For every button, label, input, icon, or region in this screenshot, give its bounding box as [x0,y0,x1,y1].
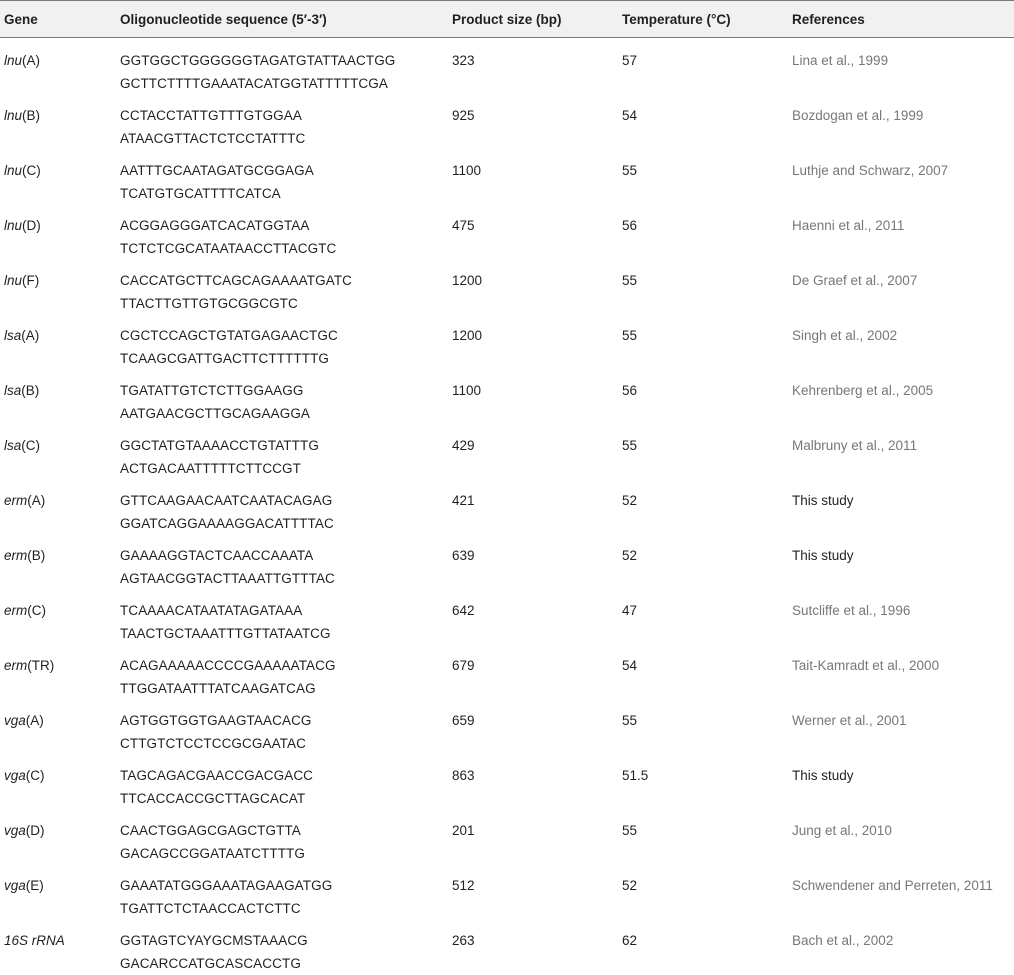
gene-cell [0,95,116,150]
gene-name: erm [4,493,27,508]
temperature-cell: 57 [618,38,788,96]
gene-variant: (A) [21,328,39,343]
gene-variant: (F) [22,273,39,288]
sequence-cell [116,205,448,260]
reference-cell: This study [788,480,1014,535]
reverse-primer: TTACTTGTTGTGCGGCGTC [120,292,448,315]
sequence-cell [116,535,448,590]
header-gene: Gene [0,1,116,38]
temperature-cell: 52 [618,865,788,920]
reference-cell: Kehrenberg et al., 2005 [788,370,1014,425]
table-row [0,865,1014,920]
gene-variant: (C) [22,163,41,178]
product-size-cell: 475 [448,205,618,260]
sequence-cell [116,95,448,150]
gene-cell [0,38,116,96]
sequence-cell [116,920,448,975]
table-row [0,150,1014,205]
gene-name: erm [4,603,27,618]
gene-variant: (C) [21,438,40,453]
reverse-primer: TTGGATAATTTATCAAGATCAG [120,677,448,700]
product-size-cell: 323 [448,38,618,96]
gene-name: lsa [4,328,21,343]
gene-variant: (D) [26,823,45,838]
table-row [0,480,1014,535]
product-size-cell: 201 [448,810,618,865]
forward-primer: AATTTGCAATAGATGCGGAGA [120,159,448,182]
gene-name: erm [4,658,27,673]
gene-variant: (C) [26,768,45,783]
sequence-cell [116,755,448,810]
forward-primer: TGATATTGTCTCTTGGAAGG [120,379,448,402]
forward-primer: GGTAGTCYAYGCMSTAAACG [120,929,448,952]
gene-name: 16S rRNA [4,933,65,948]
forward-primer: GAAAAGGTACTCAACCAAATA [120,544,448,567]
product-size-cell: 421 [448,480,618,535]
reference-cell: This study [788,755,1014,810]
header-product-size: Product size (bp) [448,1,618,38]
sequence-cell [116,370,448,425]
product-size-cell: 659 [448,700,618,755]
gene-cell [0,425,116,480]
temperature-cell: 55 [618,700,788,755]
temperature-cell: 55 [618,315,788,370]
reverse-primer: TCTCTCGCATAATAACCTTACGTC [120,237,448,260]
product-size-cell: 679 [448,645,618,700]
sequence-cell [116,425,448,480]
table-row [0,95,1014,150]
reference-cell: Sutcliffe et al., 1996 [788,590,1014,645]
forward-primer: AGTGGTGGTGAAGTAACACG [120,709,448,732]
table-row [0,315,1014,370]
sequence-cell [116,38,448,96]
sequence-cell [116,150,448,205]
temperature-cell: 55 [618,810,788,865]
product-size-cell: 863 [448,755,618,810]
sequence-cell [116,700,448,755]
reference-cell: Bozdogan et al., 1999 [788,95,1014,150]
reference-cell: Schwendener and Perreten, 2011 [788,865,1014,920]
forward-primer: TAGCAGACGAACCGACGACC [120,764,448,787]
gene-cell [0,645,116,700]
forward-primer: GGTGGCTGGGGGGTAGATGTATTAACTGG [120,49,448,72]
product-size-cell: 512 [448,865,618,920]
table-row [0,260,1014,315]
sequence-cell [116,645,448,700]
forward-primer: CCTACCTATTGTTTGTGGAA [120,104,448,127]
gene-cell [0,590,116,645]
table-row [0,920,1014,975]
forward-primer: GAAATATGGGAAATAGAAGATGG [120,874,448,897]
gene-variant: (A) [27,493,45,508]
product-size-cell: 1100 [448,150,618,205]
forward-primer: CGCTCCAGCTGTATGAGAACTGC [120,324,448,347]
reference-cell: This study [788,535,1014,590]
table-row [0,700,1014,755]
gene-cell [0,700,116,755]
reverse-primer: TCATGTGCATTTTCATCA [120,182,448,205]
temperature-cell: 52 [618,480,788,535]
table-row [0,425,1014,480]
reverse-primer: TCAAGCGATTGACTTCTTTTTTG [120,347,448,370]
temperature-cell: 55 [618,425,788,480]
temperature-cell: 54 [618,645,788,700]
gene-variant: (B) [21,383,39,398]
sequence-cell [116,810,448,865]
table-header [0,1,1014,38]
product-size-cell: 639 [448,535,618,590]
table-row [0,755,1014,810]
temperature-cell: 56 [618,370,788,425]
reverse-primer: GGATCAGGAAAAGGACATTTTAC [120,512,448,535]
gene-cell [0,755,116,810]
temperature-cell: 56 [618,205,788,260]
forward-primer: ACAGAAAAACCCCGAAAAATACG [120,654,448,677]
header-row [0,1,1014,38]
reverse-primer: GACARCCATGCASCACCTG [120,952,448,975]
gene-cell [0,480,116,535]
forward-primer: GTTCAAGAACAATCAATACAGAG [120,489,448,512]
gene-name: lnu [4,108,22,123]
product-size-cell: 925 [448,95,618,150]
gene-name: vga [4,878,26,893]
temperature-cell: 62 [618,920,788,975]
gene-name: erm [4,548,27,563]
reference-cell: Lina et al., 1999 [788,38,1014,96]
gene-name: vga [4,823,26,838]
gene-cell [0,535,116,590]
gene-variant: (A) [22,53,40,68]
gene-name: lnu [4,163,22,178]
sequence-cell [116,480,448,535]
reverse-primer: ATAACGTTACTCTCCTATTTC [120,127,448,150]
product-size-cell: 429 [448,425,618,480]
temperature-cell: 52 [618,535,788,590]
table-row [0,38,1014,96]
header-sequence: Oligonucleotide sequence (5′-3′) [116,1,448,38]
gene-variant: (B) [22,108,40,123]
table-row [0,205,1014,260]
forward-primer: CACCATGCTTCAGCAGAAAATGATC [120,269,448,292]
forward-primer: CAACTGGAGCGAGCTGTTA [120,819,448,842]
table-row [0,810,1014,865]
reference-cell: Singh et al., 2002 [788,315,1014,370]
table-body [0,38,1014,975]
gene-cell [0,865,116,920]
gene-cell [0,370,116,425]
product-size-cell: 1100 [448,370,618,425]
table-row [0,370,1014,425]
gene-name: lsa [4,438,21,453]
temperature-cell: 55 [618,150,788,205]
table-row [0,645,1014,700]
reference-cell: Werner et al., 2001 [788,700,1014,755]
forward-primer: ACGGAGGGATCACATGGTAA [120,214,448,237]
forward-primer: GGCTATGTAAAACCTGTATTTG [120,434,448,457]
temperature-cell: 55 [618,260,788,315]
reverse-primer: TAACTGCTAAATTTGTTATAATCG [120,622,448,645]
reference-cell: Bach et al., 2002 [788,920,1014,975]
sequence-cell [116,865,448,920]
gene-name: lnu [4,273,22,288]
gene-name: vga [4,768,26,783]
sequence-cell [116,315,448,370]
sequence-cell [116,590,448,645]
reverse-primer: TTCACCACCGCTTAGCACAT [120,787,448,810]
gene-cell [0,260,116,315]
header-references: References [788,1,1014,38]
temperature-cell: 51.5 [618,755,788,810]
temperature-cell: 47 [618,590,788,645]
gene-variant: (A) [26,713,44,728]
gene-name: lnu [4,53,22,68]
reverse-primer: GCTTCTTTTGAAATACATGGTATTTTTCGA [120,72,448,95]
temperature-cell: 54 [618,95,788,150]
reverse-primer: TGATTCTCTAACCACTCTTC [120,897,448,920]
reference-cell: Tait-Kamradt et al., 2000 [788,645,1014,700]
product-size-cell: 1200 [448,260,618,315]
reference-cell: Haenni et al., 2011 [788,205,1014,260]
header-temperature: Temperature (°C) [618,1,788,38]
product-size-cell: 263 [448,920,618,975]
product-size-cell: 642 [448,590,618,645]
sequence-cell [116,260,448,315]
reverse-primer: AATGAACGCTTGCAGAAGGA [120,402,448,425]
reverse-primer: ACTGACAATTTTTCTTCCGT [120,457,448,480]
reverse-primer: CTTGTCTCCTCCGCGAATAC [120,732,448,755]
reverse-primer: GACAGCCGGATAATCTTTTG [120,842,448,865]
gene-variant: (C) [27,603,46,618]
forward-primer: TCAAAACATAATATAGATAAA [120,599,448,622]
reference-cell: De Graef et al., 2007 [788,260,1014,315]
table-row [0,535,1014,590]
gene-cell [0,150,116,205]
gene-variant: (D) [22,218,41,233]
reference-cell: Luthje and Schwarz, 2007 [788,150,1014,205]
gene-name: vga [4,713,26,728]
gene-cell [0,810,116,865]
reference-cell: Jung et al., 2010 [788,810,1014,865]
reference-cell: Malbruny et al., 2011 [788,425,1014,480]
gene-variant: (TR) [27,658,54,673]
gene-variant: (E) [26,878,44,893]
gene-cell [0,920,116,975]
gene-name: lnu [4,218,22,233]
gene-cell [0,205,116,260]
gene-cell [0,315,116,370]
gene-variant: (B) [27,548,45,563]
product-size-cell: 1200 [448,315,618,370]
gene-name: lsa [4,383,21,398]
reverse-primer: AGTAACGGTACTTAAATTGTTTAC [120,567,448,590]
table-row [0,590,1014,645]
